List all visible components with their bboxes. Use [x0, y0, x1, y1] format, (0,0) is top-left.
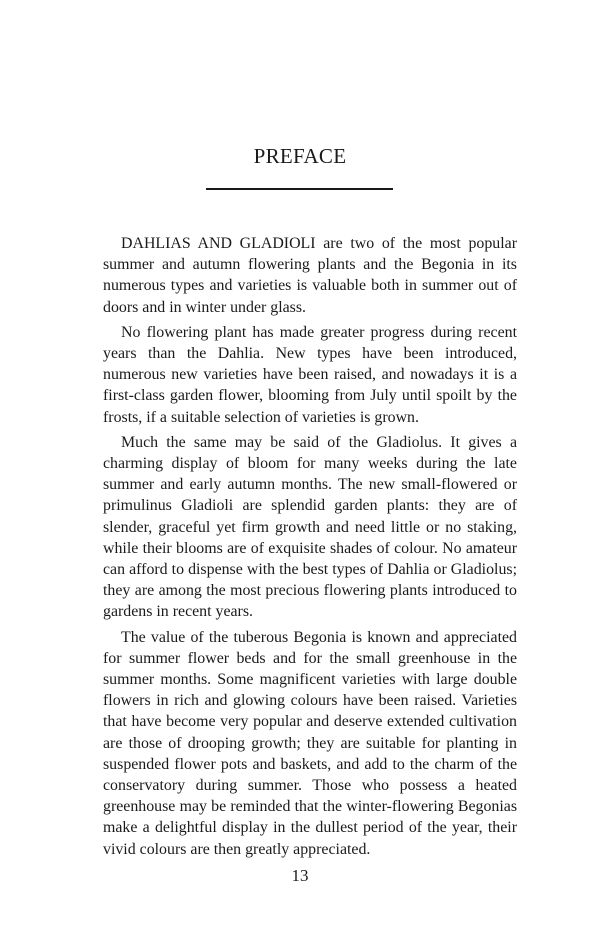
page-number: 13: [291, 866, 309, 885]
paragraph-2: No flowering plant has made greater progress during recent years than the Dahlia. New types have been introduced, numerous new varieties have been raised, and nowadays it is a first-class garden flower, blooming from July until spoilt by the frosts, if a suitable selection of varieties is grown.: [103, 323, 517, 426]
paragraph-3: Much the same may be said of the Gladiolus. It gives a charming display of bloom for many weeks during the late summer and early autumn months. The new small-flowered or primulinus Gladioli are splendid garden plants: they are of slender, graceful yet firm growth and need little or no staking, while their blooms are of exquisite shades of colour. No amateur can afford to dispense with the best types of Dahlia or Gladiolus; they are among the most precious flowering plants introduced to gardens in recent years.: [103, 433, 517, 621]
page-title: PREFACE: [253, 144, 347, 168]
preface-body: [103, 233, 517, 864]
title-rule: [206, 188, 393, 190]
paragraph-1: DAHLIAS AND GLADIOLI are two of the most popular summer and autumn flowering plants and the Begonia in its numerous types and varieties is valuable both in summer out of doors and in winter under glass.: [103, 235, 517, 316]
paragraph-4: The value of the tuberous Begonia is known and appreciated for summer flower beds and for the small greenhouse in the summer months. Some magnificent varieties with large double flowers in rich and glowing colours have been raised. Varieties that have become very popular and deserve extended cultivation are those of drooping growth; they are suitable for planting in suspended flower pots and baskets, and add to the charm of the conservatory during summer. Those who possess a heated greenhouse may be reminded that the winter-flowering Begonias make a delightful display in the dullest period of the year, their vivid colours are then greatly appreciated.: [103, 628, 517, 858]
